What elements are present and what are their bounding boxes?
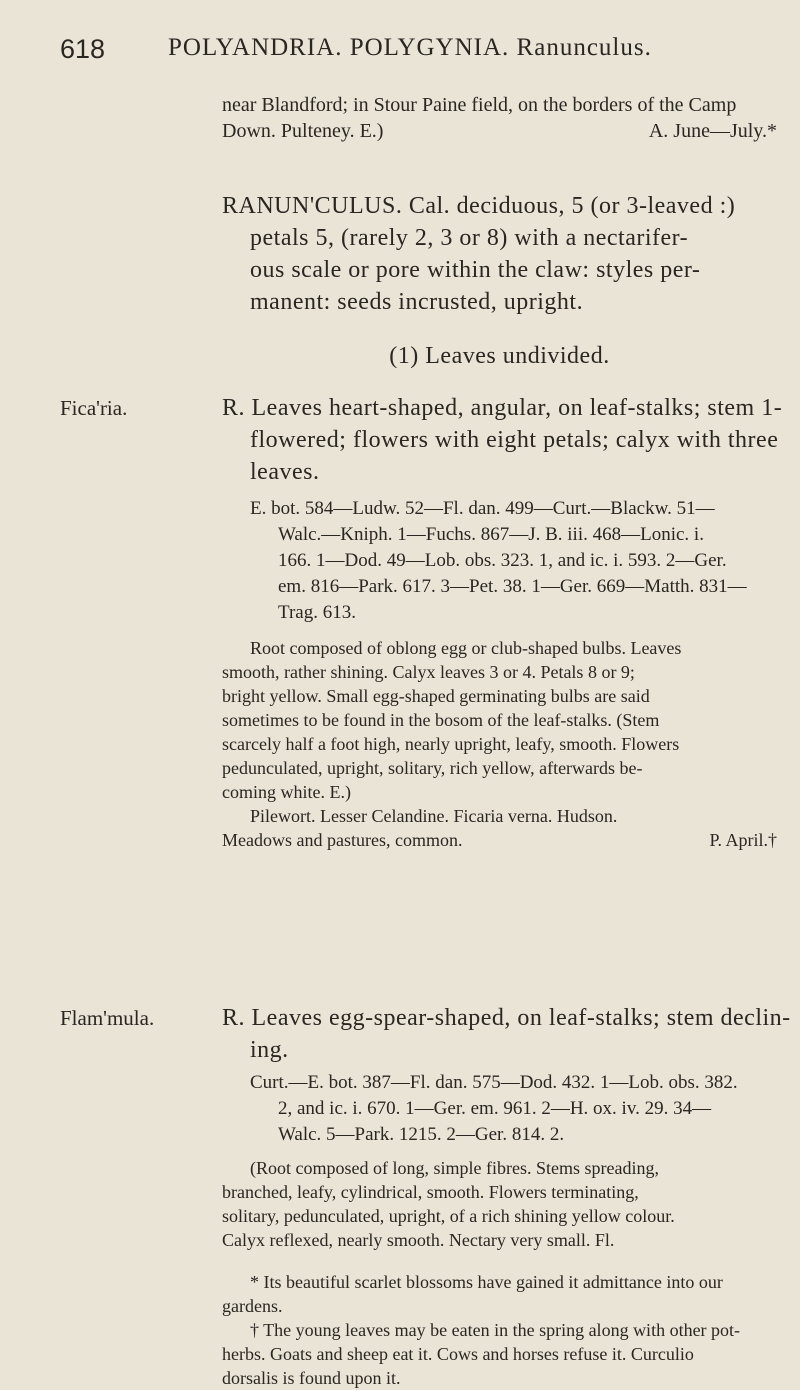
genus-line: RANUN'CULUS. Cal. deciduous, 5 (or 3-leaved :) — [222, 193, 736, 219]
reference-line: Walc. 5—Park. 1215. 2—Ger. 814. 2. — [278, 1124, 565, 1145]
page-header — [60, 34, 760, 70]
text-line: near Blandford; in Stour Paine field, on the borders of the Camp — [222, 94, 737, 116]
note-line: branched, leafy, cylindrical, smooth. Flowers terminating, — [222, 1182, 639, 1202]
fragment-flowering: A. June—July.* — [648, 120, 777, 142]
section-heading — [222, 340, 777, 372]
note-line: Root composed of oblong egg or club-shaped bulbs. Leaves — [250, 638, 682, 658]
footnote-line: gardens. — [222, 1296, 283, 1316]
running-title: POLYANDRIA. POLYGYNIA. Ranunculus. — [168, 34, 652, 61]
description-line: R. Leaves egg-spear-shaped, on leaf-stalks; stem declin- — [222, 1005, 791, 1031]
footnote-line: † The young leaves may be eaten in the spring along with other pot- — [250, 1320, 741, 1340]
description-line: ing. — [250, 1037, 289, 1063]
flowering-time: P. April.† — [709, 830, 777, 850]
species-name-ficaria: Fica'ria. — [60, 396, 128, 420]
description-line: flowered; flowers with eight petals; calyx with three — [250, 427, 779, 453]
note-line: (Root composed of long, simple fibres. Stems spreading, — [250, 1158, 659, 1178]
page-number: 618 — [60, 34, 106, 64]
description-line: leaves. — [250, 459, 320, 485]
text-line — [222, 118, 777, 144]
genus-description — [222, 190, 777, 318]
section-heading-text: (1) Leaves undivided. — [389, 343, 610, 369]
reference-line: 2, and ic. i. 670. 1—Ger. em. 961. 2—H. ox. iv. 29. 34— — [278, 1098, 712, 1119]
species-ficaria — [222, 392, 783, 852]
footnote-line: herbs. Goats and sheep eat it. Cows and horses refuse it. Curculio — [222, 1344, 694, 1364]
note-line: solitary, pedunculated, upright, of a rich shining yellow colour. — [222, 1206, 675, 1226]
footnote-line: dorsalis is found upon it. — [222, 1368, 401, 1388]
reference-line: Trag. 613. — [278, 602, 356, 623]
fragment-authority: Down. Pulteney. E.) — [222, 120, 384, 142]
note-line: smooth, rather shining. Calyx leaves 3 or 4. Petals 8 or 9; — [222, 662, 635, 682]
top-fragment — [222, 92, 777, 144]
genus-line: manent: seeds incrusted, upright. — [250, 289, 584, 315]
footnote-line: * Its beautiful scarlet blossoms have gained it admittance into our — [250, 1272, 723, 1292]
reference-line: E. bot. 584—Ludw. 52—Fl. dan. 499—Curt.—Blackw. 51— — [250, 498, 715, 519]
reference-line: Curt.—E. bot. 387—Fl. dan. 575—Dod. 432. 1—Lob. obs. 382. — [250, 1072, 738, 1093]
genus-line: petals 5, (rarely 2, 3 or 8) with a nectarifer- — [250, 225, 689, 251]
note-line: sometimes to be found in the bosom of the leaf-stalks. (Stem — [222, 710, 660, 730]
habitat-line — [222, 828, 777, 852]
common-names: Pilewort. Lesser Celandine. Ficaria verna. Hudson. — [250, 806, 618, 826]
note-line: Calyx reflexed, nearly smooth. Nectary very small. Fl. — [222, 1230, 615, 1250]
species-name-flammula: Flam'mula. — [60, 1006, 155, 1030]
note-line: scarcely half a foot high, nearly upright, leafy, smooth. Flowers — [222, 734, 680, 754]
habitat: Meadows and pastures, common. — [222, 830, 463, 850]
reference-line: Walc.—Kniph. 1—Fuchs. 867—J. B. iii. 468—Lonic. i. — [278, 524, 704, 545]
footnotes — [222, 1270, 777, 1390]
description-line: R. Leaves heart-shaped, angular, on leaf-stalks; stem 1- — [222, 395, 783, 421]
note-line: coming white. E.) — [222, 782, 351, 802]
reference-line: 166. 1—Dod. 49—Lob. obs. 323. 1, and ic. i. 593. 2—Ger. — [278, 550, 727, 571]
species-flammula — [222, 1002, 791, 1252]
genus-line: ous scale or pore within the claw: styles per- — [250, 257, 701, 283]
note-line: pedunculated, upright, solitary, rich yellow, afterwards be- — [222, 758, 643, 778]
reference-line: em. 816—Park. 617. 3—Pet. 38. 1—Ger. 669—Matth. 831— — [278, 576, 747, 597]
note-line: bright yellow. Small egg-shaped germinating bulbs are said — [222, 686, 650, 706]
